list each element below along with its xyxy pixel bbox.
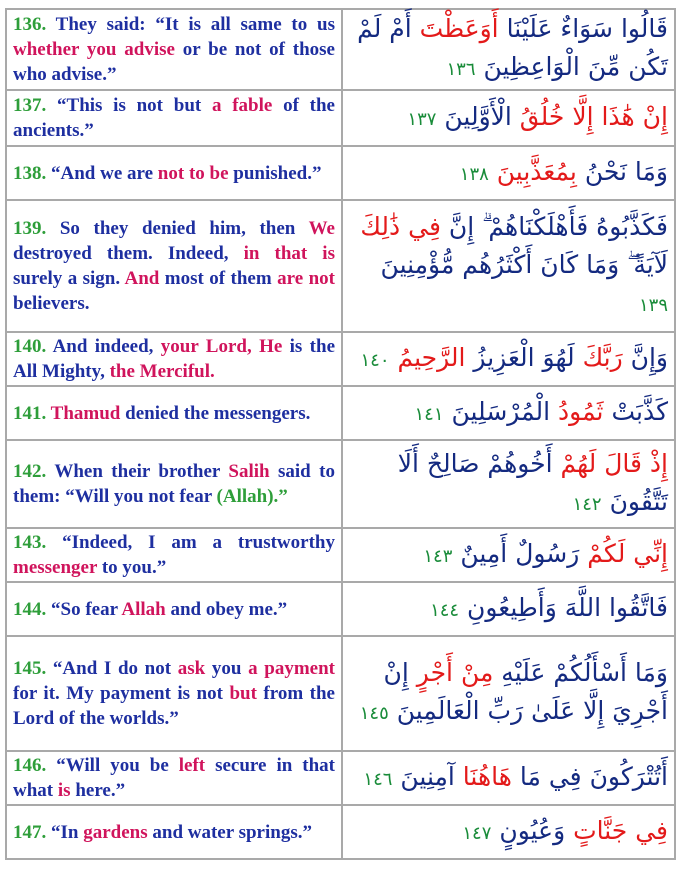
translation-cell <box>7 147 341 199</box>
translation-cell <box>7 10 341 89</box>
arabic-text: أَوَعَظْتَ <box>419 14 499 43</box>
translation-text: secure in that what <box>13 755 335 801</box>
arabic-text: أَتُتْرَكُونَ فِي مَا <box>511 761 668 791</box>
arabic-text: فَكَذَّبُوهُ فَأَهْلَكْنَاهُمْ ۗ إِنَّ <box>440 211 668 241</box>
translation-text: but <box>229 683 257 704</box>
verse-number: 139. <box>13 218 47 239</box>
translation-text: left <box>178 755 206 776</box>
verse-table <box>5 8 676 860</box>
arabic-text: وَمَا أَسْأَلُكُمْ عَلَيْهِ <box>493 658 668 687</box>
translation-text: said to them: “Will you not fear <box>13 461 335 507</box>
verse-number: 146. <box>13 755 47 776</box>
arabic-cell <box>343 10 674 89</box>
verse-number: 136. <box>13 14 47 35</box>
arabic-text: آمِنِينَ <box>400 761 463 791</box>
translation-text: We <box>308 218 335 239</box>
translation-text: Salih <box>228 461 270 482</box>
translation-text: here.” <box>70 780 126 801</box>
arabic-text: خُلُقُ <box>519 101 565 131</box>
translation-text: So they denied him, then <box>59 218 309 239</box>
verse-number: 140. <box>13 336 47 357</box>
translation-text: They said: <box>55 14 156 35</box>
translation-text: “Will you be <box>56 755 179 776</box>
translation-text: destroyed them. Indeed, <box>13 243 244 264</box>
translation-text: a fable <box>211 95 273 116</box>
translation-cell <box>7 387 341 439</box>
translation-text: whether you advise <box>13 39 175 60</box>
arabic-text: رَبَّكَ <box>582 342 623 372</box>
arabic-text: لَهُوَ الْعَزِيزُ <box>465 342 583 372</box>
arabic-text: إِنِّي لَكُمْ <box>587 538 668 568</box>
translation-text: are not <box>277 268 335 289</box>
translation-text: And indeed, <box>52 336 161 357</box>
translation-cell <box>7 752 341 804</box>
verse-end-marker: ١٤١ <box>414 403 444 425</box>
arabic-text: وَإِنَّ <box>622 342 668 372</box>
arabic-cell <box>343 637 674 750</box>
translation-text: “So fear <box>51 598 122 620</box>
arabic-cell <box>343 333 674 385</box>
translation-text: or be not of those who advise.” <box>13 39 335 85</box>
verse-end-marker: ١٤٠ <box>360 349 390 371</box>
arabic-text: فِي ذَٰلِكَ <box>360 211 441 241</box>
arabic-text: قَالُوا سَوَاءٌ عَلَيْنَا <box>498 14 668 43</box>
translation-text: And <box>124 268 160 289</box>
translation-text: “Indeed, I am a trustworthy <box>62 532 335 553</box>
arabic-text: إِنْ أَجْرِيَ إِلَّا عَلَىٰ رَبِّ الْعَالَمِينَ <box>383 658 668 725</box>
arabic-text: فَاتَّقُوا اللَّهَ وَأَطِيعُونِ <box>467 592 668 622</box>
verse-row <box>7 387 674 439</box>
arabic-text: كَذَّبَتْ <box>603 396 668 426</box>
verse-end-marker: ١٤٣ <box>423 545 453 567</box>
verse-row <box>7 637 674 750</box>
translation-text: “And we are <box>51 162 158 184</box>
translation-text: “It is all same to us <box>155 14 335 35</box>
verse-row <box>7 752 674 804</box>
arabic-cell <box>343 583 674 635</box>
translation-text: “And I do not <box>52 658 178 679</box>
verse-end-marker: ١٤٢ <box>572 493 602 515</box>
translation-text: ask <box>177 658 206 679</box>
verse-end-marker: ١٣٧ <box>407 108 437 130</box>
translation-cell <box>7 333 341 385</box>
verse-row <box>7 147 674 199</box>
arabic-text: ثَمُودُ <box>558 396 604 426</box>
verse-end-marker: ١٣٦ <box>446 59 476 80</box>
verse-end-marker: ١٣٩ <box>638 294 668 316</box>
arabic-cell <box>343 91 674 145</box>
verse-number: 142. <box>13 461 47 482</box>
arabic-text: إِنْ هَٰذَا إِلَّا <box>564 101 668 131</box>
translation-text: “In <box>51 821 84 843</box>
translation-text: you <box>205 658 249 679</box>
verse-row <box>7 529 674 581</box>
verse-number: 137. <box>13 95 47 116</box>
translation-text: in that is <box>243 243 335 264</box>
translation-text: is the All Mighty, <box>13 336 336 382</box>
verse-end-marker: ١٤٥ <box>359 703 389 724</box>
verse-number: 147. <box>13 821 47 843</box>
verse-row <box>7 333 674 385</box>
arabic-text: الْمُرْسَلِينَ <box>451 396 559 426</box>
verse-end-marker: ١٤٦ <box>363 768 393 790</box>
verse-number: 143. <box>13 532 47 553</box>
arabic-text: الرَّحِيمُ <box>397 342 466 372</box>
translation-text: (Allah).” <box>216 486 288 507</box>
translation-text: from the Lord of the worlds.” <box>13 683 335 729</box>
translation-text: a payment <box>248 658 335 679</box>
translation-text: of the ancients.” <box>13 95 335 141</box>
translation-text: When their brother <box>54 461 229 482</box>
translation-text: Allah <box>121 598 166 620</box>
arabic-text: أَمْ لَمْ تَكُن مِّنَ الْوَاعِظِينَ <box>357 14 668 81</box>
translation-text: Thamud <box>50 402 121 424</box>
verse-row <box>7 91 674 145</box>
verse-number: 138. <box>13 162 47 184</box>
arabic-text: هَاهُنَا <box>462 761 512 791</box>
verse-row <box>7 806 674 858</box>
arabic-cell <box>343 752 674 804</box>
translation-text: denied the messengers. <box>120 402 311 424</box>
translation-text: surely a sign. <box>13 268 125 289</box>
verse-end-marker: ١٣٨ <box>459 163 489 185</box>
translation-text: believers. <box>13 293 90 314</box>
arabic-cell <box>343 806 674 858</box>
verse-row <box>7 583 674 635</box>
translation-cell <box>7 529 341 581</box>
arabic-text: لَآيَةً ۖ وَمَا كَانَ أَكْثَرُهُم مُّؤْمِنِينَ <box>380 249 668 279</box>
translation-text: and water springs.” <box>147 821 312 843</box>
translation-cell <box>7 637 341 750</box>
verse-row <box>7 10 674 89</box>
verse-number: 141. <box>13 402 47 424</box>
translation-text: and obey me.” <box>165 598 288 620</box>
translation-cell <box>7 583 341 635</box>
verse-row <box>7 441 674 527</box>
translation-text: for it. My payment is not <box>13 683 230 704</box>
translation-cell <box>7 201 341 331</box>
verse-end-marker: ١٤٧ <box>462 822 492 844</box>
arabic-text: أَخُوهُمْ صَالِحٌ أَلَا تَتَّقُونَ <box>397 448 668 516</box>
arabic-text: مِنْ أَجْرٍ <box>416 658 494 687</box>
arabic-text: إِذْ قَالَ لَهُمْ <box>560 448 668 478</box>
translation-cell <box>7 806 341 858</box>
arabic-cell <box>343 147 674 199</box>
translation-cell <box>7 441 341 527</box>
verse-row <box>7 201 674 331</box>
verse-end-marker: ١٤٤ <box>430 599 460 621</box>
verse-number: 144. <box>13 598 47 620</box>
arabic-text: بِمُعَذَّبِينَ <box>496 156 577 186</box>
translation-text: punished.” <box>228 162 322 184</box>
arabic-text: وَعُيُونٍ <box>499 815 574 845</box>
translation-text: messenger <box>13 557 98 578</box>
translation-text: “This is not but <box>57 95 212 116</box>
arabic-text: الْأَوَّلِينَ <box>444 101 520 131</box>
translation-text: gardens <box>83 821 148 843</box>
translation-text: to you.” <box>97 557 167 578</box>
arabic-cell <box>343 201 674 331</box>
translation-cell <box>7 91 341 145</box>
arabic-cell <box>343 529 674 581</box>
verse-number: 145. <box>13 658 47 679</box>
translation-text: not to be <box>157 162 229 184</box>
translation-text: the Merciful. <box>109 361 215 382</box>
arabic-text: رَسُولٌ أَمِينٌ <box>460 538 588 568</box>
translation-text: your Lord, He <box>160 336 283 357</box>
translation-text: most of them <box>159 268 278 289</box>
arabic-text: فِي جَنَّاتٍ <box>573 815 668 845</box>
arabic-text: وَمَا نَحْنُ <box>576 156 668 186</box>
arabic-cell <box>343 387 674 439</box>
arabic-cell <box>343 441 674 527</box>
translation-text: is <box>57 780 71 801</box>
